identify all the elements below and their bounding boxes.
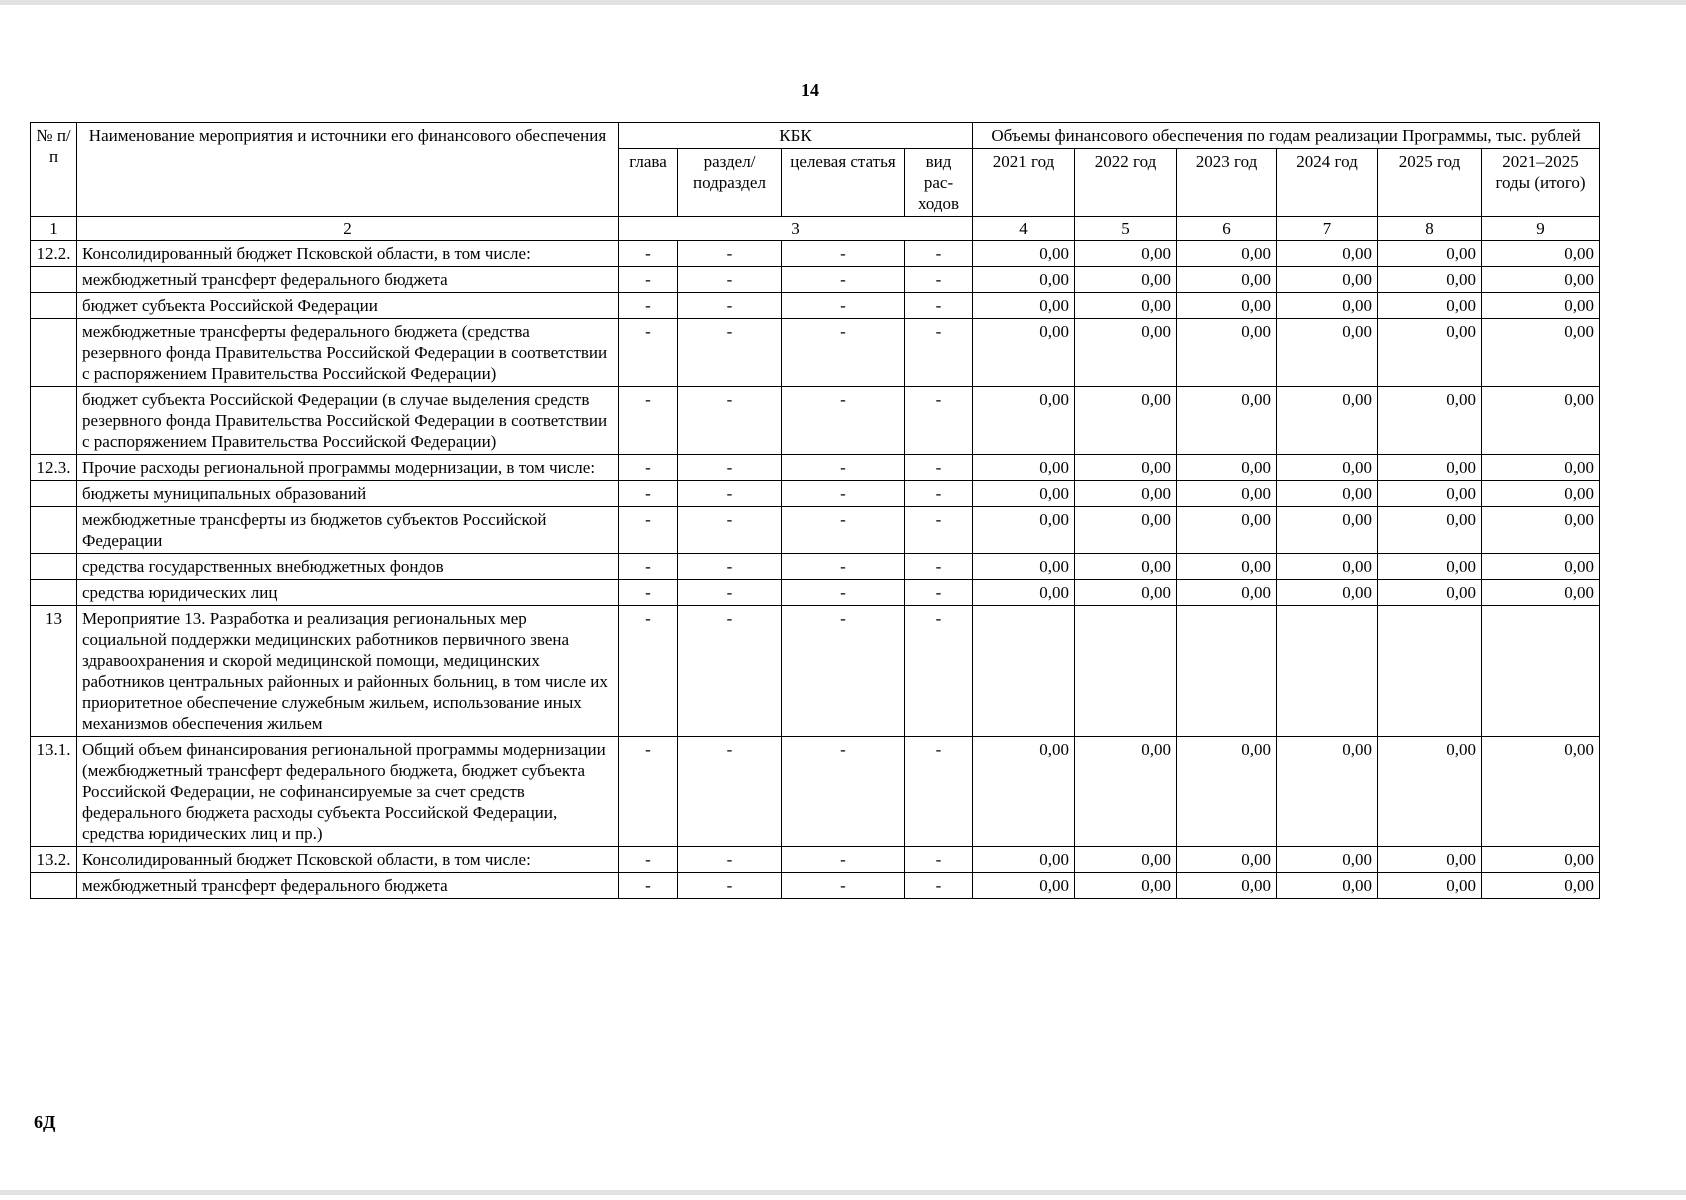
row-name: бюджет субъекта Российской Федерации (77, 293, 619, 319)
header-year-2022: 2022 год (1075, 149, 1177, 217)
row-name: Общий объем финансирования региональной программы модернизации (межбюджетный трансферт федерального бюджета, бюджет субъекта Российской Федерации, не софинансируемые за счет средств федерального бюджета расходы субъекта Российской Федерации, средства юридических лиц и пр.) (77, 737, 619, 847)
row-name: Консолидированный бюджет Псковской области, в том числе: (77, 241, 619, 267)
value-cell: 0,00 (1277, 737, 1378, 847)
table-row (31, 241, 1600, 267)
value-cell: 0,00 (1177, 507, 1277, 554)
value-cell: 0,00 (1482, 319, 1600, 387)
index-cell: 8 (1378, 217, 1482, 241)
row-num (31, 873, 77, 899)
value-cell: 0,00 (1378, 319, 1482, 387)
value-cell: 0,00 (1378, 481, 1482, 507)
scan-edge-bottom (0, 1190, 1686, 1195)
kbk-cell: - (782, 319, 905, 387)
kbk-cell: - (619, 267, 678, 293)
table-row (31, 319, 1600, 387)
header-year-2025: 2025 год (1378, 149, 1482, 217)
index-cell: 5 (1075, 217, 1177, 241)
table-row (31, 873, 1600, 899)
header-num: № п/п (31, 123, 77, 217)
row-num (31, 267, 77, 293)
row-num: 13.2. (31, 847, 77, 873)
value-cell: 0,00 (1177, 387, 1277, 455)
value-cell: 0,00 (973, 241, 1075, 267)
row-num (31, 319, 77, 387)
kbk-cell: - (619, 481, 678, 507)
kbk-cell: - (619, 606, 678, 737)
kbk-cell: - (619, 241, 678, 267)
footer-code: 6Д (34, 1112, 56, 1132)
value-cell: 0,00 (1177, 319, 1277, 387)
value-cell (1177, 606, 1277, 737)
value-cell: 0,00 (1177, 481, 1277, 507)
kbk-cell: - (678, 737, 782, 847)
index-cell: 7 (1277, 217, 1378, 241)
header-name: Наименование мероприятия и источники его финансового обеспечения (77, 123, 619, 217)
kbk-cell: - (905, 554, 973, 580)
kbk-cell: - (678, 319, 782, 387)
value-cell: 0,00 (1482, 873, 1600, 899)
kbk-cell: - (678, 580, 782, 606)
value-cell: 0,00 (1075, 737, 1177, 847)
value-cell: 0,00 (1277, 267, 1378, 293)
index-cell: 4 (973, 217, 1075, 241)
table-row (31, 737, 1600, 847)
row-num (31, 554, 77, 580)
header-kbk-expense-type: вид рас-ходов (905, 149, 973, 217)
value-cell (1075, 606, 1177, 737)
value-cell: 0,00 (1277, 455, 1378, 481)
value-cell: 0,00 (1277, 873, 1378, 899)
kbk-cell: - (782, 507, 905, 554)
kbk-cell: - (905, 737, 973, 847)
value-cell: 0,00 (973, 554, 1075, 580)
value-cell: 0,00 (1378, 873, 1482, 899)
value-cell: 0,00 (1075, 847, 1177, 873)
value-cell: 0,00 (1378, 507, 1482, 554)
table-row (31, 293, 1600, 319)
kbk-cell: - (678, 606, 782, 737)
kbk-cell: - (782, 580, 905, 606)
kbk-cell: - (619, 873, 678, 899)
header-kbk-section: раздел/ подраздел (678, 149, 782, 217)
row-name: средства государственных внебюджетных фондов (77, 554, 619, 580)
kbk-cell: - (619, 847, 678, 873)
index-cell: 3 (619, 217, 973, 241)
row-num (31, 481, 77, 507)
value-cell: 0,00 (1378, 554, 1482, 580)
kbk-cell: - (905, 606, 973, 737)
value-cell: 0,00 (1177, 580, 1277, 606)
kbk-cell: - (782, 554, 905, 580)
kbk-cell: - (678, 481, 782, 507)
value-cell: 0,00 (1378, 241, 1482, 267)
row-name: межбюджетный трансферт федерального бюджета (77, 267, 619, 293)
row-num (31, 293, 77, 319)
value-cell: 0,00 (1177, 873, 1277, 899)
value-cell: 0,00 (1177, 554, 1277, 580)
row-num: 12.2. (31, 241, 77, 267)
kbk-cell: - (678, 554, 782, 580)
table-row (31, 507, 1600, 554)
row-name: бюджеты муниципальных образований (77, 481, 619, 507)
value-cell: 0,00 (1482, 507, 1600, 554)
value-cell: 0,00 (973, 267, 1075, 293)
header-kbk-chapter: глава (619, 149, 678, 217)
kbk-cell: - (905, 507, 973, 554)
value-cell: 0,00 (1482, 267, 1600, 293)
value-cell: 0,00 (1075, 481, 1177, 507)
kbk-cell: - (905, 319, 973, 387)
header-year-2021: 2021 год (973, 149, 1075, 217)
kbk-cell: - (782, 737, 905, 847)
kbk-cell: - (678, 387, 782, 455)
value-cell: 0,00 (973, 387, 1075, 455)
index-cell: 2 (77, 217, 619, 241)
table-row (31, 847, 1600, 873)
value-cell: 0,00 (1482, 293, 1600, 319)
value-cell: 0,00 (1378, 293, 1482, 319)
kbk-cell: - (678, 455, 782, 481)
kbk-cell: - (905, 387, 973, 455)
table-row (31, 455, 1600, 481)
value-cell: 0,00 (1378, 455, 1482, 481)
kbk-cell: - (678, 241, 782, 267)
kbk-cell: - (619, 387, 678, 455)
kbk-cell: - (678, 293, 782, 319)
value-cell: 0,00 (973, 737, 1075, 847)
kbk-cell: - (782, 387, 905, 455)
table-row (31, 267, 1600, 293)
kbk-cell: - (782, 873, 905, 899)
kbk-cell: - (619, 455, 678, 481)
row-num (31, 387, 77, 455)
value-cell (1482, 606, 1600, 737)
row-name: средства юридических лиц (77, 580, 619, 606)
value-cell: 0,00 (1177, 241, 1277, 267)
kbk-cell: - (905, 455, 973, 481)
value-cell (973, 606, 1075, 737)
value-cell: 0,00 (973, 873, 1075, 899)
value-cell: 0,00 (1277, 847, 1378, 873)
value-cell: 0,00 (1277, 241, 1378, 267)
value-cell: 0,00 (1482, 580, 1600, 606)
kbk-cell: - (905, 241, 973, 267)
value-cell: 0,00 (1177, 267, 1277, 293)
value-cell: 0,00 (1277, 507, 1378, 554)
value-cell: 0,00 (973, 293, 1075, 319)
value-cell: 0,00 (1075, 873, 1177, 899)
value-cell: 0,00 (1075, 293, 1177, 319)
value-cell: 0,00 (973, 847, 1075, 873)
value-cell: 0,00 (1277, 293, 1378, 319)
kbk-cell: - (782, 481, 905, 507)
value-cell: 0,00 (1378, 267, 1482, 293)
row-name: межбюджетные трансферты из бюджетов субъектов Российской Федерации (77, 507, 619, 554)
index-cell: 1 (31, 217, 77, 241)
header-total: 2021–2025 годы (итого) (1482, 149, 1600, 217)
index-cell: 6 (1177, 217, 1277, 241)
value-cell: 0,00 (1482, 737, 1600, 847)
scan-edge-top (0, 0, 1686, 5)
row-num: 12.3. (31, 455, 77, 481)
value-cell (1277, 606, 1378, 737)
row-name: Прочие расходы региональной программы модернизации, в том числе: (77, 455, 619, 481)
value-cell: 0,00 (973, 507, 1075, 554)
value-cell: 0,00 (1482, 387, 1600, 455)
value-cell: 0,00 (1378, 737, 1482, 847)
value-cell: 0,00 (1277, 554, 1378, 580)
kbk-cell: - (619, 507, 678, 554)
header-row-1 (31, 123, 1600, 149)
value-cell: 0,00 (973, 455, 1075, 481)
header-kbk: КБК (619, 123, 973, 149)
kbk-cell: - (782, 241, 905, 267)
table-row (31, 580, 1600, 606)
value-cell: 0,00 (1075, 241, 1177, 267)
value-cell: 0,00 (1378, 387, 1482, 455)
value-cell: 0,00 (1378, 580, 1482, 606)
header-volumes: Объемы финансового обеспечения по годам реализации Программы, тыс. рублей (973, 123, 1600, 149)
row-num (31, 580, 77, 606)
kbk-cell: - (619, 737, 678, 847)
row-name: межбюджетные трансферты федерального бюджета (средства резервного фонда Правительства Российской Федерации в соответствии с распоряжением Правительства Российской Федерации) (77, 319, 619, 387)
value-cell: 0,00 (1482, 241, 1600, 267)
value-cell: 0,00 (1177, 455, 1277, 481)
table-row (31, 481, 1600, 507)
value-cell: 0,00 (1277, 319, 1378, 387)
value-cell: 0,00 (1075, 455, 1177, 481)
value-cell: 0,00 (1075, 580, 1177, 606)
value-cell: 0,00 (1482, 481, 1600, 507)
value-cell: 0,00 (1075, 554, 1177, 580)
table-row (31, 606, 1600, 737)
value-cell: 0,00 (973, 319, 1075, 387)
value-cell: 0,00 (1482, 847, 1600, 873)
index-cell: 9 (1482, 217, 1600, 241)
kbk-cell: - (905, 873, 973, 899)
value-cell: 0,00 (1177, 293, 1277, 319)
kbk-cell: - (782, 847, 905, 873)
value-cell: 0,00 (1277, 580, 1378, 606)
kbk-cell: - (905, 481, 973, 507)
row-name: Мероприятие 13. Разработка и реализация региональных мер социальной поддержки медицинских работников первичного звена здравоохранения и скорой медицинской помощи, медицинских работников центральных районных и районных больниц, в том числе их приоритетное обеспечение служебным жильем, использование иных механизмов обеспечения жильем (77, 606, 619, 737)
header-year-2023: 2023 год (1177, 149, 1277, 217)
row-name: Консолидированный бюджет Псковской области, в том числе: (77, 847, 619, 873)
kbk-cell: - (619, 293, 678, 319)
value-cell: 0,00 (973, 481, 1075, 507)
value-cell: 0,00 (973, 580, 1075, 606)
kbk-cell: - (782, 293, 905, 319)
value-cell: 0,00 (1378, 847, 1482, 873)
header-kbk-target: целевая статья (782, 149, 905, 217)
value-cell: 0,00 (1482, 554, 1600, 580)
kbk-cell: - (905, 847, 973, 873)
kbk-cell: - (619, 319, 678, 387)
kbk-cell: - (619, 580, 678, 606)
value-cell: 0,00 (1075, 507, 1177, 554)
value-cell: 0,00 (1075, 267, 1177, 293)
value-cell: 0,00 (1482, 455, 1600, 481)
kbk-cell: - (905, 580, 973, 606)
row-name: бюджет субъекта Российской Федерации (в случае выделения средств резервного фонда Правительства Российской Федерации в соответствии с распоряжением Правительства Российской Федерации) (77, 387, 619, 455)
value-cell: 0,00 (1075, 387, 1177, 455)
kbk-cell: - (678, 873, 782, 899)
financing-table (30, 122, 1600, 899)
page-number: 14 (801, 80, 819, 100)
row-num (31, 507, 77, 554)
kbk-cell: - (782, 606, 905, 737)
column-index-row (31, 217, 1600, 241)
value-cell: 0,00 (1277, 481, 1378, 507)
value-cell: 0,00 (1075, 319, 1177, 387)
row-name: межбюджетный трансферт федерального бюджета (77, 873, 619, 899)
table-row (31, 387, 1600, 455)
kbk-cell: - (782, 455, 905, 481)
kbk-cell: - (678, 267, 782, 293)
row-num: 13 (31, 606, 77, 737)
value-cell: 0,00 (1177, 737, 1277, 847)
value-cell (1378, 606, 1482, 737)
value-cell: 0,00 (1177, 847, 1277, 873)
header-year-2024: 2024 год (1277, 149, 1378, 217)
row-num: 13.1. (31, 737, 77, 847)
kbk-cell: - (905, 293, 973, 319)
value-cell: 0,00 (1277, 387, 1378, 455)
table-row (31, 554, 1600, 580)
kbk-cell: - (678, 847, 782, 873)
kbk-cell: - (619, 554, 678, 580)
kbk-cell: - (782, 267, 905, 293)
kbk-cell: - (905, 267, 973, 293)
kbk-cell: - (678, 507, 782, 554)
